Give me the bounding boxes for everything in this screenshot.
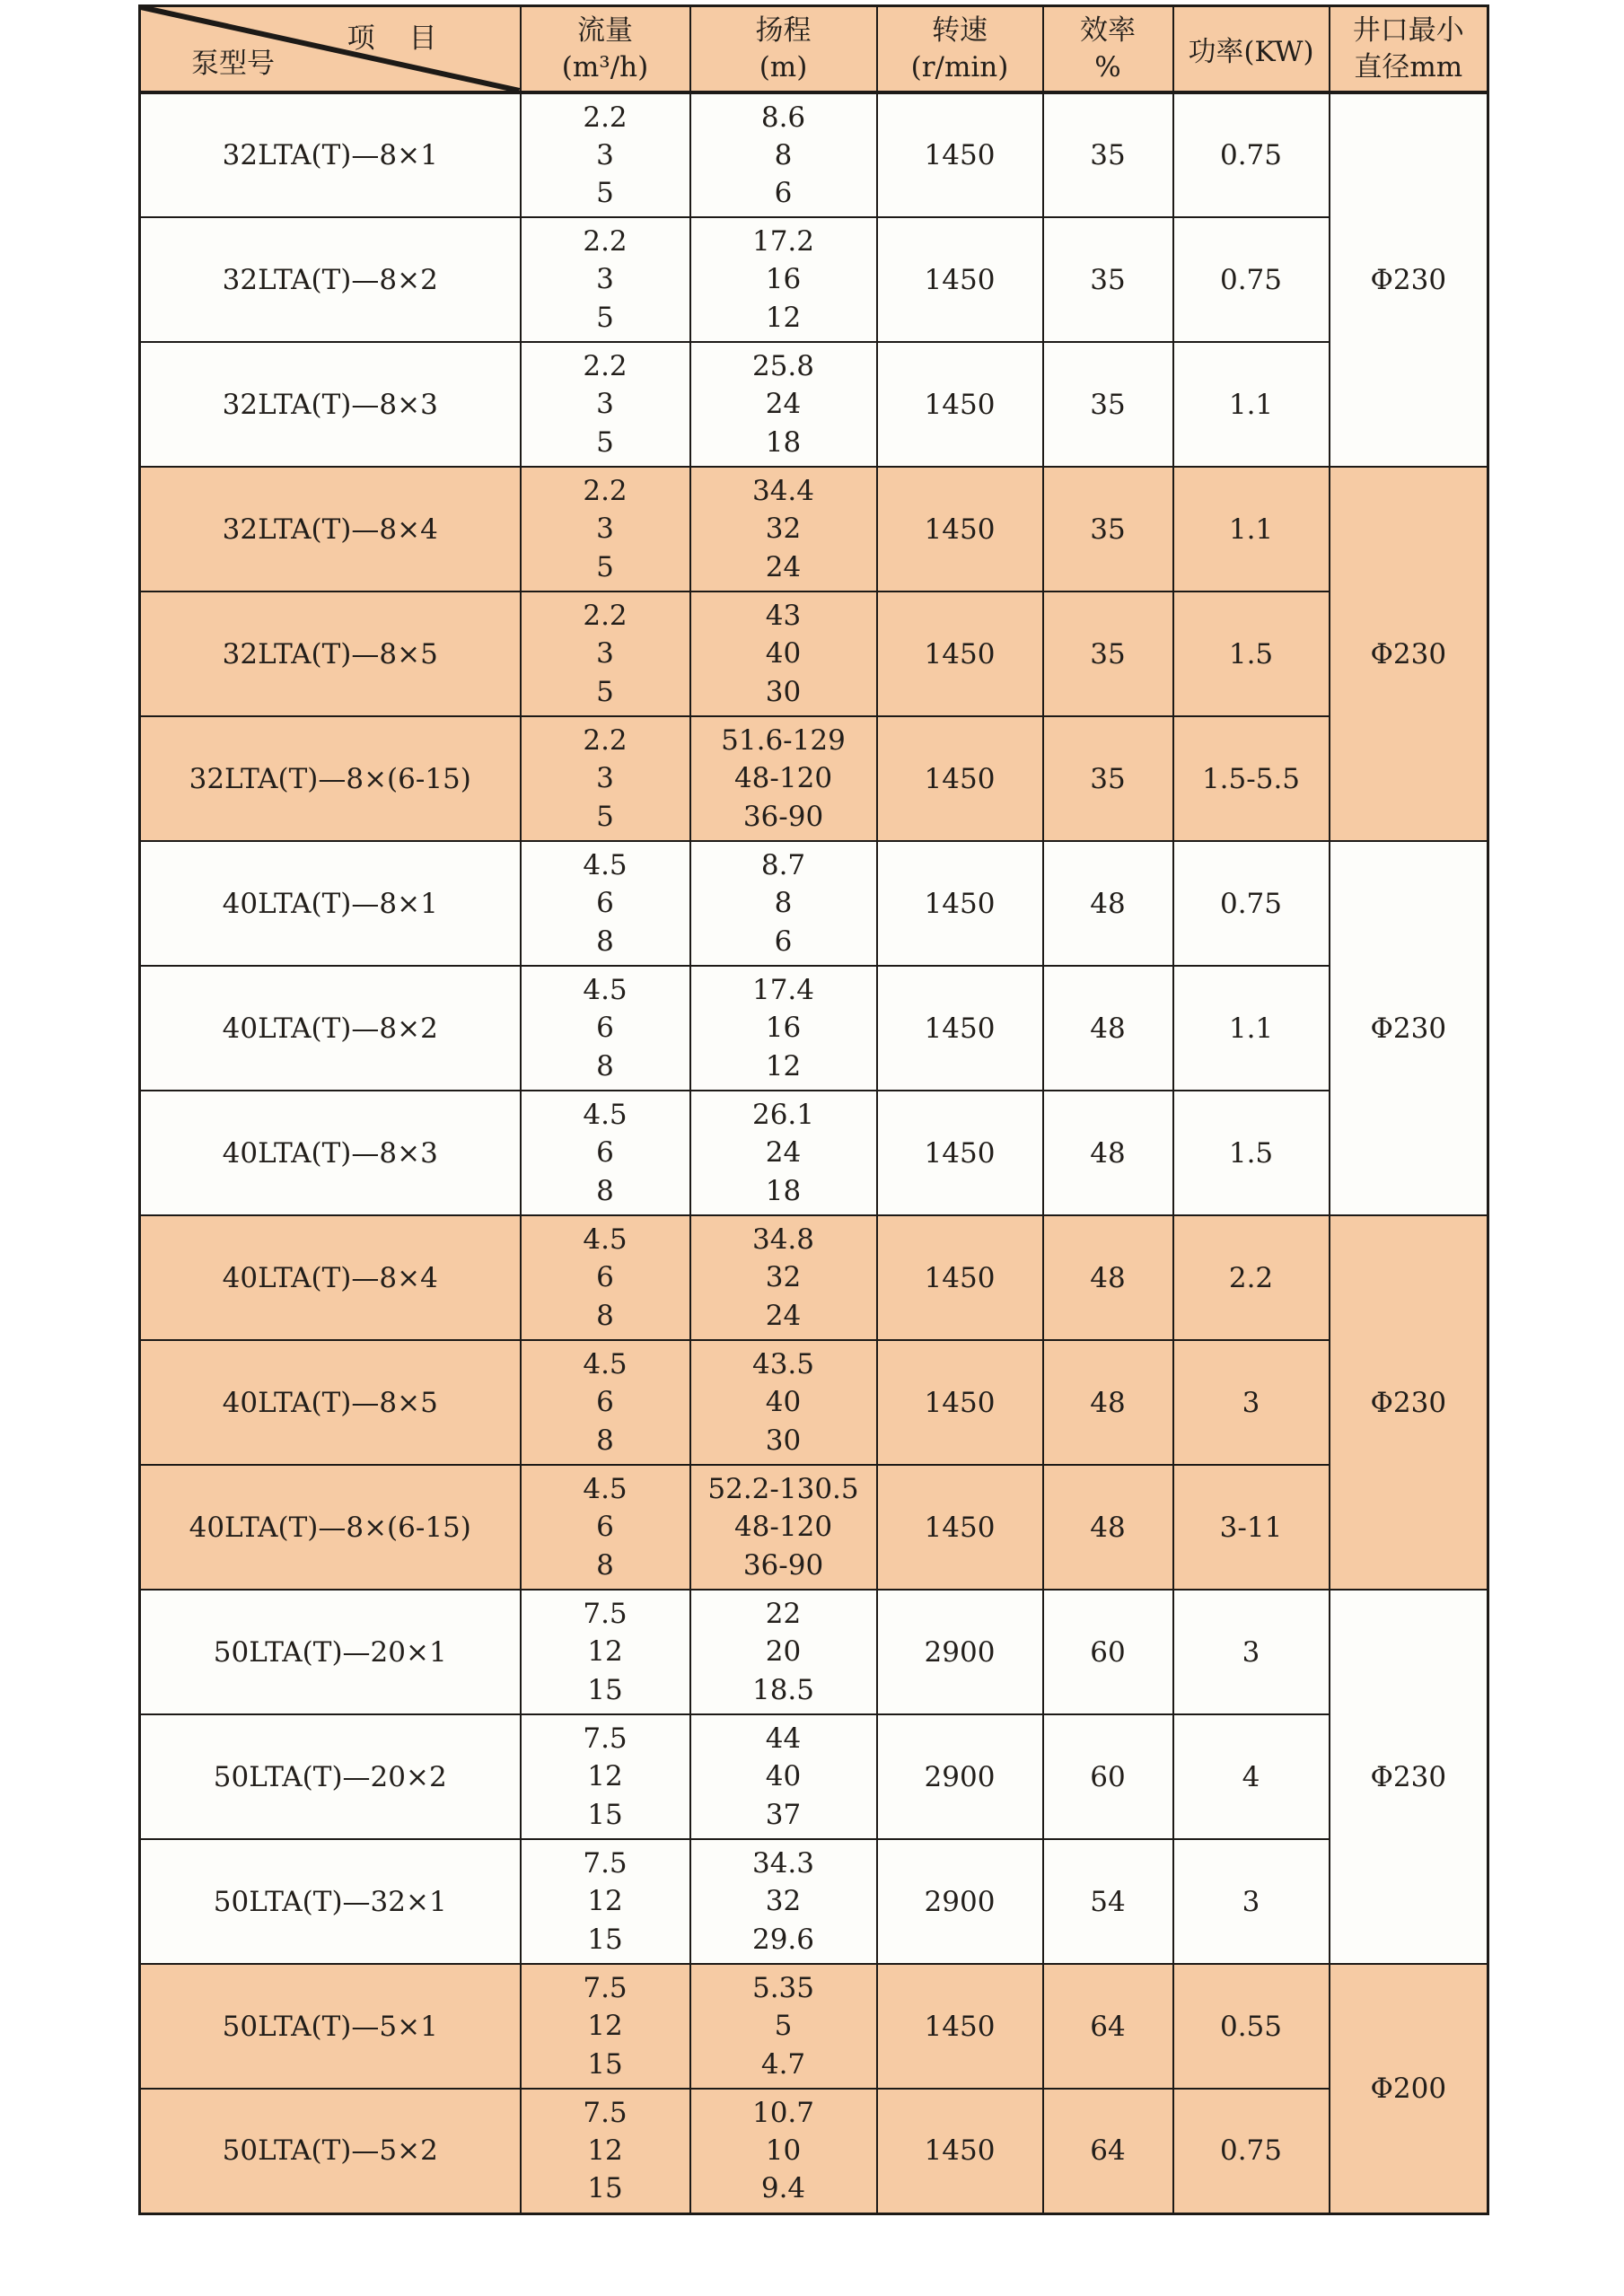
power-cell: 3 [1173, 1590, 1330, 1714]
model-cell: 40LTA(T)—8×5 [140, 1340, 521, 1465]
head-cell: 10.7 10 9.4 [690, 2089, 877, 2213]
table-row [140, 467, 1488, 592]
power-cell: 2.2 [1173, 1215, 1330, 1340]
table-row [140, 1091, 1488, 1215]
power-cell: 4 [1173, 1714, 1330, 1839]
power-cell: 0.75 [1173, 92, 1330, 217]
flow-cell: 2.2 3 5 [521, 716, 690, 841]
power-cell: 0.75 [1173, 841, 1330, 966]
model-cell: 50LTA(T)—32×1 [140, 1839, 521, 1964]
header-flow [521, 6, 690, 93]
model-cell: 40LTA(T)—8×3 [140, 1091, 521, 1215]
head-cell: 51.6-129 48-120 36-90 [690, 716, 877, 841]
flow-cell: 2.2 3 5 [521, 217, 690, 342]
flow-cell: 7.5 12 15 [521, 1714, 690, 1839]
header-well-line2: 直径mm [1354, 50, 1463, 83]
header-item-label: 项 目 [347, 22, 450, 55]
well-diameter-cell: Φ200 [1330, 1964, 1488, 2213]
model-cell: 40LTA(T)—8×4 [140, 1215, 521, 1340]
diagonal-header-cell [140, 6, 521, 93]
head-cell: 8.7 8 6 [690, 841, 877, 966]
power-cell: 0.55 [1173, 1964, 1330, 2089]
head-cell: 34.4 32 24 [690, 467, 877, 592]
speed-cell: 1450 [877, 966, 1043, 1091]
well-diameter-cell: Φ230 [1330, 92, 1488, 467]
power-cell: 1.1 [1173, 966, 1330, 1091]
efficiency-cell: 64 [1043, 1964, 1173, 2089]
speed-cell: 1450 [877, 1340, 1043, 1465]
power-cell: 3 [1173, 1340, 1330, 1465]
header-power: 功率(KW) [1173, 6, 1330, 93]
head-cell: 44 40 37 [690, 1714, 877, 1839]
header-efficiency-line1: 效率 [1080, 13, 1136, 47]
efficiency-cell: 54 [1043, 1839, 1173, 1964]
flow-cell: 2.2 3 5 [521, 92, 690, 217]
speed-cell: 1450 [877, 217, 1043, 342]
model-cell: 40LTA(T)—8×2 [140, 966, 521, 1091]
head-cell: 22 20 18.5 [690, 1590, 877, 1714]
table-row [140, 2089, 1488, 2213]
efficiency-cell: 48 [1043, 1215, 1173, 1340]
flow-cell: 4.5 6 8 [521, 1340, 690, 1465]
efficiency-cell: 35 [1043, 342, 1173, 467]
model-cell: 50LTA(T)—5×2 [140, 2089, 521, 2213]
efficiency-cell: 48 [1043, 841, 1173, 966]
flow-cell: 7.5 12 15 [521, 1964, 690, 2089]
speed-cell: 1450 [877, 342, 1043, 467]
flow-cell: 4.5 6 8 [521, 841, 690, 966]
header-speed-line1: 转速 [932, 13, 988, 47]
table-row [140, 1839, 1488, 1964]
efficiency-cell: 35 [1043, 217, 1173, 342]
table-row [140, 92, 1488, 217]
power-cell: 1.5 [1173, 1091, 1330, 1215]
model-cell: 32LTA(T)—8×4 [140, 467, 521, 592]
speed-cell: 2900 [877, 1839, 1043, 1964]
pump-spec-table [138, 4, 1489, 2215]
power-cell: 1.1 [1173, 342, 1330, 467]
well-diameter-cell: Φ230 [1330, 1215, 1488, 1590]
table-row [140, 716, 1488, 841]
flow-cell: 4.5 6 8 [521, 1215, 690, 1340]
model-cell: 50LTA(T)—20×1 [140, 1590, 521, 1714]
efficiency-cell: 48 [1043, 1465, 1173, 1590]
head-cell: 17.4 16 12 [690, 966, 877, 1091]
efficiency-cell: 64 [1043, 2089, 1173, 2213]
well-diameter-cell: Φ230 [1330, 467, 1488, 841]
head-cell: 52.2-130.5 48-120 36-90 [690, 1465, 877, 1590]
header-flow-line1: 流量 [577, 13, 633, 47]
well-diameter-cell: Φ230 [1330, 841, 1488, 1215]
speed-cell: 1450 [877, 716, 1043, 841]
model-cell: 32LTA(T)—8×(6-15) [140, 716, 521, 841]
flow-cell: 4.5 6 8 [521, 1091, 690, 1215]
flow-cell: 7.5 12 15 [521, 1839, 690, 1964]
table-row [140, 1340, 1488, 1465]
header-head-line1: 扬程 [755, 13, 812, 47]
header-head [690, 6, 877, 93]
well-diameter-cell: Φ230 [1330, 1590, 1488, 1964]
flow-cell: 2.2 3 5 [521, 592, 690, 716]
power-cell: 3-11 [1173, 1465, 1330, 1590]
speed-cell: 1450 [877, 841, 1043, 966]
table-row [140, 217, 1488, 342]
flow-cell: 2.2 3 5 [521, 467, 690, 592]
table-row [140, 1465, 1488, 1590]
header-well-diameter [1330, 6, 1488, 93]
model-cell: 32LTA(T)—8×3 [140, 342, 521, 467]
head-cell: 8.6 8 6 [690, 92, 877, 217]
speed-cell: 1450 [877, 592, 1043, 716]
header-head-line2: (m) [759, 50, 808, 83]
header-model-label: 泵型号 [191, 48, 275, 80]
head-cell: 43 40 30 [690, 592, 877, 716]
speed-cell: 1450 [877, 92, 1043, 217]
model-cell: 32LTA(T)—8×5 [140, 592, 521, 716]
speed-cell: 2900 [877, 1714, 1043, 1839]
flow-cell: 2.2 3 5 [521, 342, 690, 467]
table-row [140, 966, 1488, 1091]
speed-cell: 1450 [877, 1215, 1043, 1340]
header-efficiency-line2: % [1094, 50, 1121, 83]
head-cell: 25.8 24 18 [690, 342, 877, 467]
model-cell: 50LTA(T)—5×1 [140, 1964, 521, 2089]
head-cell: 34.3 32 29.6 [690, 1839, 877, 1964]
flow-cell: 4.5 6 8 [521, 1465, 690, 1590]
header-speed [877, 6, 1043, 93]
efficiency-cell: 35 [1043, 467, 1173, 592]
header-speed-line2: (r/min) [910, 50, 1009, 83]
power-cell: 1.1 [1173, 467, 1330, 592]
table-row [140, 592, 1488, 716]
head-cell: 43.5 40 30 [690, 1340, 877, 1465]
power-cell: 0.75 [1173, 2089, 1330, 2213]
power-cell: 3 [1173, 1839, 1330, 1964]
model-cell: 40LTA(T)—8×1 [140, 841, 521, 966]
head-cell: 34.8 32 24 [690, 1215, 877, 1340]
head-cell: 5.35 5 4.7 [690, 1964, 877, 2089]
model-cell: 32LTA(T)—8×2 [140, 217, 521, 342]
speed-cell: 1450 [877, 1091, 1043, 1215]
flow-cell: 7.5 12 15 [521, 2089, 690, 2213]
efficiency-cell: 48 [1043, 1091, 1173, 1215]
table-row [140, 841, 1488, 966]
power-cell: 1.5-5.5 [1173, 716, 1330, 841]
power-cell: 0.75 [1173, 217, 1330, 342]
table-row [140, 1964, 1488, 2089]
efficiency-cell: 60 [1043, 1714, 1173, 1839]
efficiency-cell: 48 [1043, 1340, 1173, 1465]
power-cell: 1.5 [1173, 592, 1330, 716]
table-row [140, 342, 1488, 467]
speed-cell: 1450 [877, 1964, 1043, 2089]
head-cell: 17.2 16 12 [690, 217, 877, 342]
flow-cell: 7.5 12 15 [521, 1590, 690, 1714]
speed-cell: 1450 [877, 2089, 1043, 2213]
table-row [140, 1590, 1488, 1714]
head-cell: 26.1 24 18 [690, 1091, 877, 1215]
efficiency-cell: 48 [1043, 966, 1173, 1091]
table-row [140, 1714, 1488, 1839]
model-cell: 40LTA(T)—8×(6-15) [140, 1465, 521, 1590]
efficiency-cell: 35 [1043, 592, 1173, 716]
header-row [140, 6, 1488, 93]
header-flow-line2: (m³/h) [561, 50, 649, 83]
model-cell: 32LTA(T)—8×1 [140, 92, 521, 217]
efficiency-cell: 60 [1043, 1590, 1173, 1714]
speed-cell: 2900 [877, 1590, 1043, 1714]
model-cell: 50LTA(T)—20×2 [140, 1714, 521, 1839]
efficiency-cell: 35 [1043, 92, 1173, 217]
flow-cell: 4.5 6 8 [521, 966, 690, 1091]
efficiency-cell: 35 [1043, 716, 1173, 841]
table-row [140, 1215, 1488, 1340]
header-well-line1: 井口最小 [1352, 13, 1464, 47]
speed-cell: 1450 [877, 467, 1043, 592]
header-efficiency [1043, 6, 1173, 93]
speed-cell: 1450 [877, 1465, 1043, 1590]
